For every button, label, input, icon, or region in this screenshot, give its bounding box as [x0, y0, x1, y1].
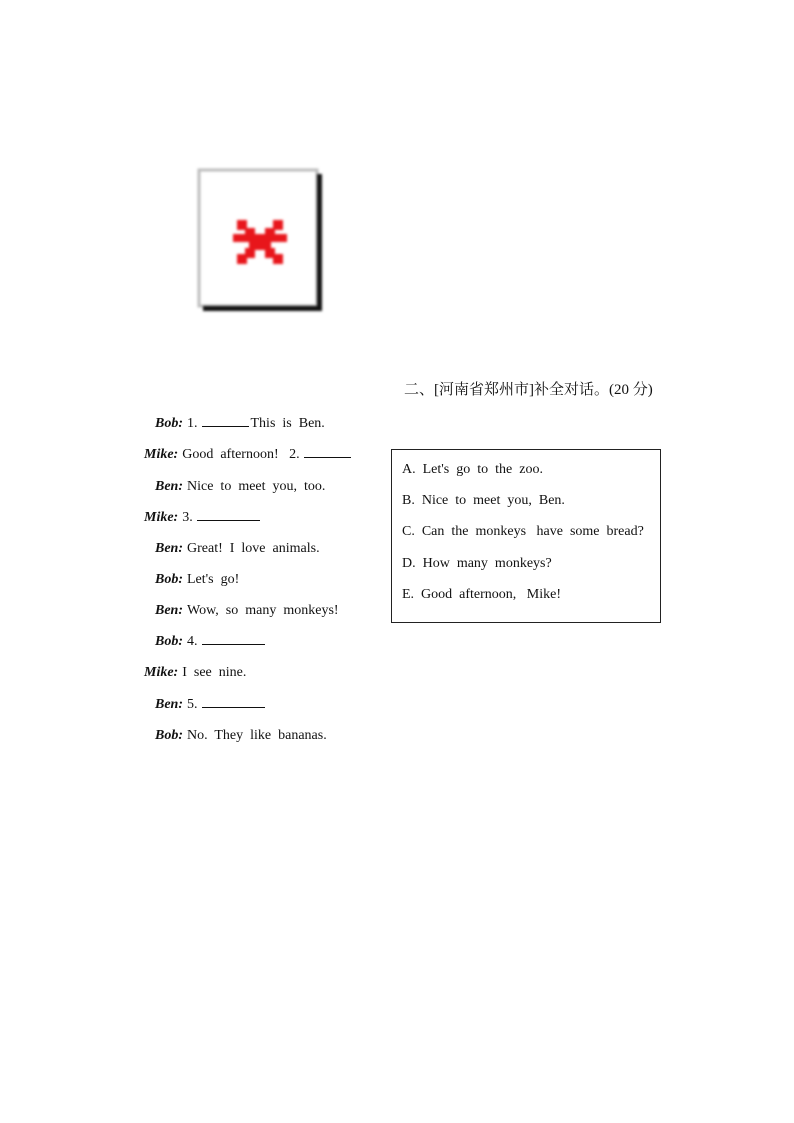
- section-heading: 二、[河南省郑州市]补全对话。(20 分): [404, 382, 653, 398]
- dialogue-line: [155, 728, 327, 744]
- speaker-label: Mike:: [144, 510, 179, 525]
- dialogue-line: [155, 603, 339, 619]
- option-b: B. Nice to meet you, Ben.: [402, 493, 565, 508]
- answer-blank: [202, 706, 265, 708]
- speaker-label: Ben:: [155, 541, 183, 556]
- line-text: 5.: [187, 697, 198, 712]
- option-c: C. Can the monkeys have some bread?: [402, 524, 644, 539]
- speaker-label: Mike:: [144, 665, 179, 680]
- answer-blank: [197, 519, 260, 521]
- line-text: Wow, so many monkeys!: [187, 603, 339, 618]
- dialogue-line: [155, 634, 267, 650]
- line-text: Nice to meet you, too.: [187, 479, 326, 494]
- dialogue-line: [144, 510, 262, 526]
- broken-image-icon: [197, 168, 323, 312]
- speaker-label: Bob:: [155, 572, 183, 587]
- dialogue-line: [155, 416, 325, 432]
- line-text: 1.: [187, 416, 198, 431]
- line-text-after: This is Ben.: [250, 416, 325, 431]
- speaker-label: Ben:: [155, 603, 183, 618]
- option-d: D. How many monkeys?: [402, 556, 552, 571]
- speaker-label: Ben:: [155, 479, 183, 494]
- dialogue-line: [155, 572, 239, 588]
- answer-blank: [202, 643, 265, 645]
- speaker-label: Bob:: [155, 416, 183, 431]
- line-text: 4.: [187, 634, 198, 649]
- answer-blank: [202, 425, 249, 427]
- line-text: Let's go!: [187, 572, 240, 587]
- options-box: [391, 449, 661, 623]
- line-text: Great! I love animals.: [187, 541, 320, 556]
- line-text: No. They like bananas.: [187, 728, 327, 743]
- speaker-label: Bob:: [155, 728, 183, 743]
- option-a: A. Let's go to the zoo.: [402, 462, 543, 477]
- speaker-label: Mike:: [144, 447, 179, 462]
- line-text: 3.: [182, 510, 193, 525]
- dialogue-line: [144, 447, 353, 463]
- speaker-label: Bob:: [155, 634, 183, 649]
- dialogue-line: [155, 541, 320, 557]
- line-text: Good afternoon! 2.: [182, 447, 300, 462]
- speaker-label: Ben:: [155, 697, 183, 712]
- dialogue-line: [155, 479, 325, 495]
- dialogue-line: [155, 697, 267, 713]
- line-text: I see nine.: [182, 665, 247, 680]
- dialogue-line: [144, 665, 246, 681]
- answer-blank: [304, 456, 351, 458]
- option-e: E. Good afternoon, Mike!: [402, 587, 562, 602]
